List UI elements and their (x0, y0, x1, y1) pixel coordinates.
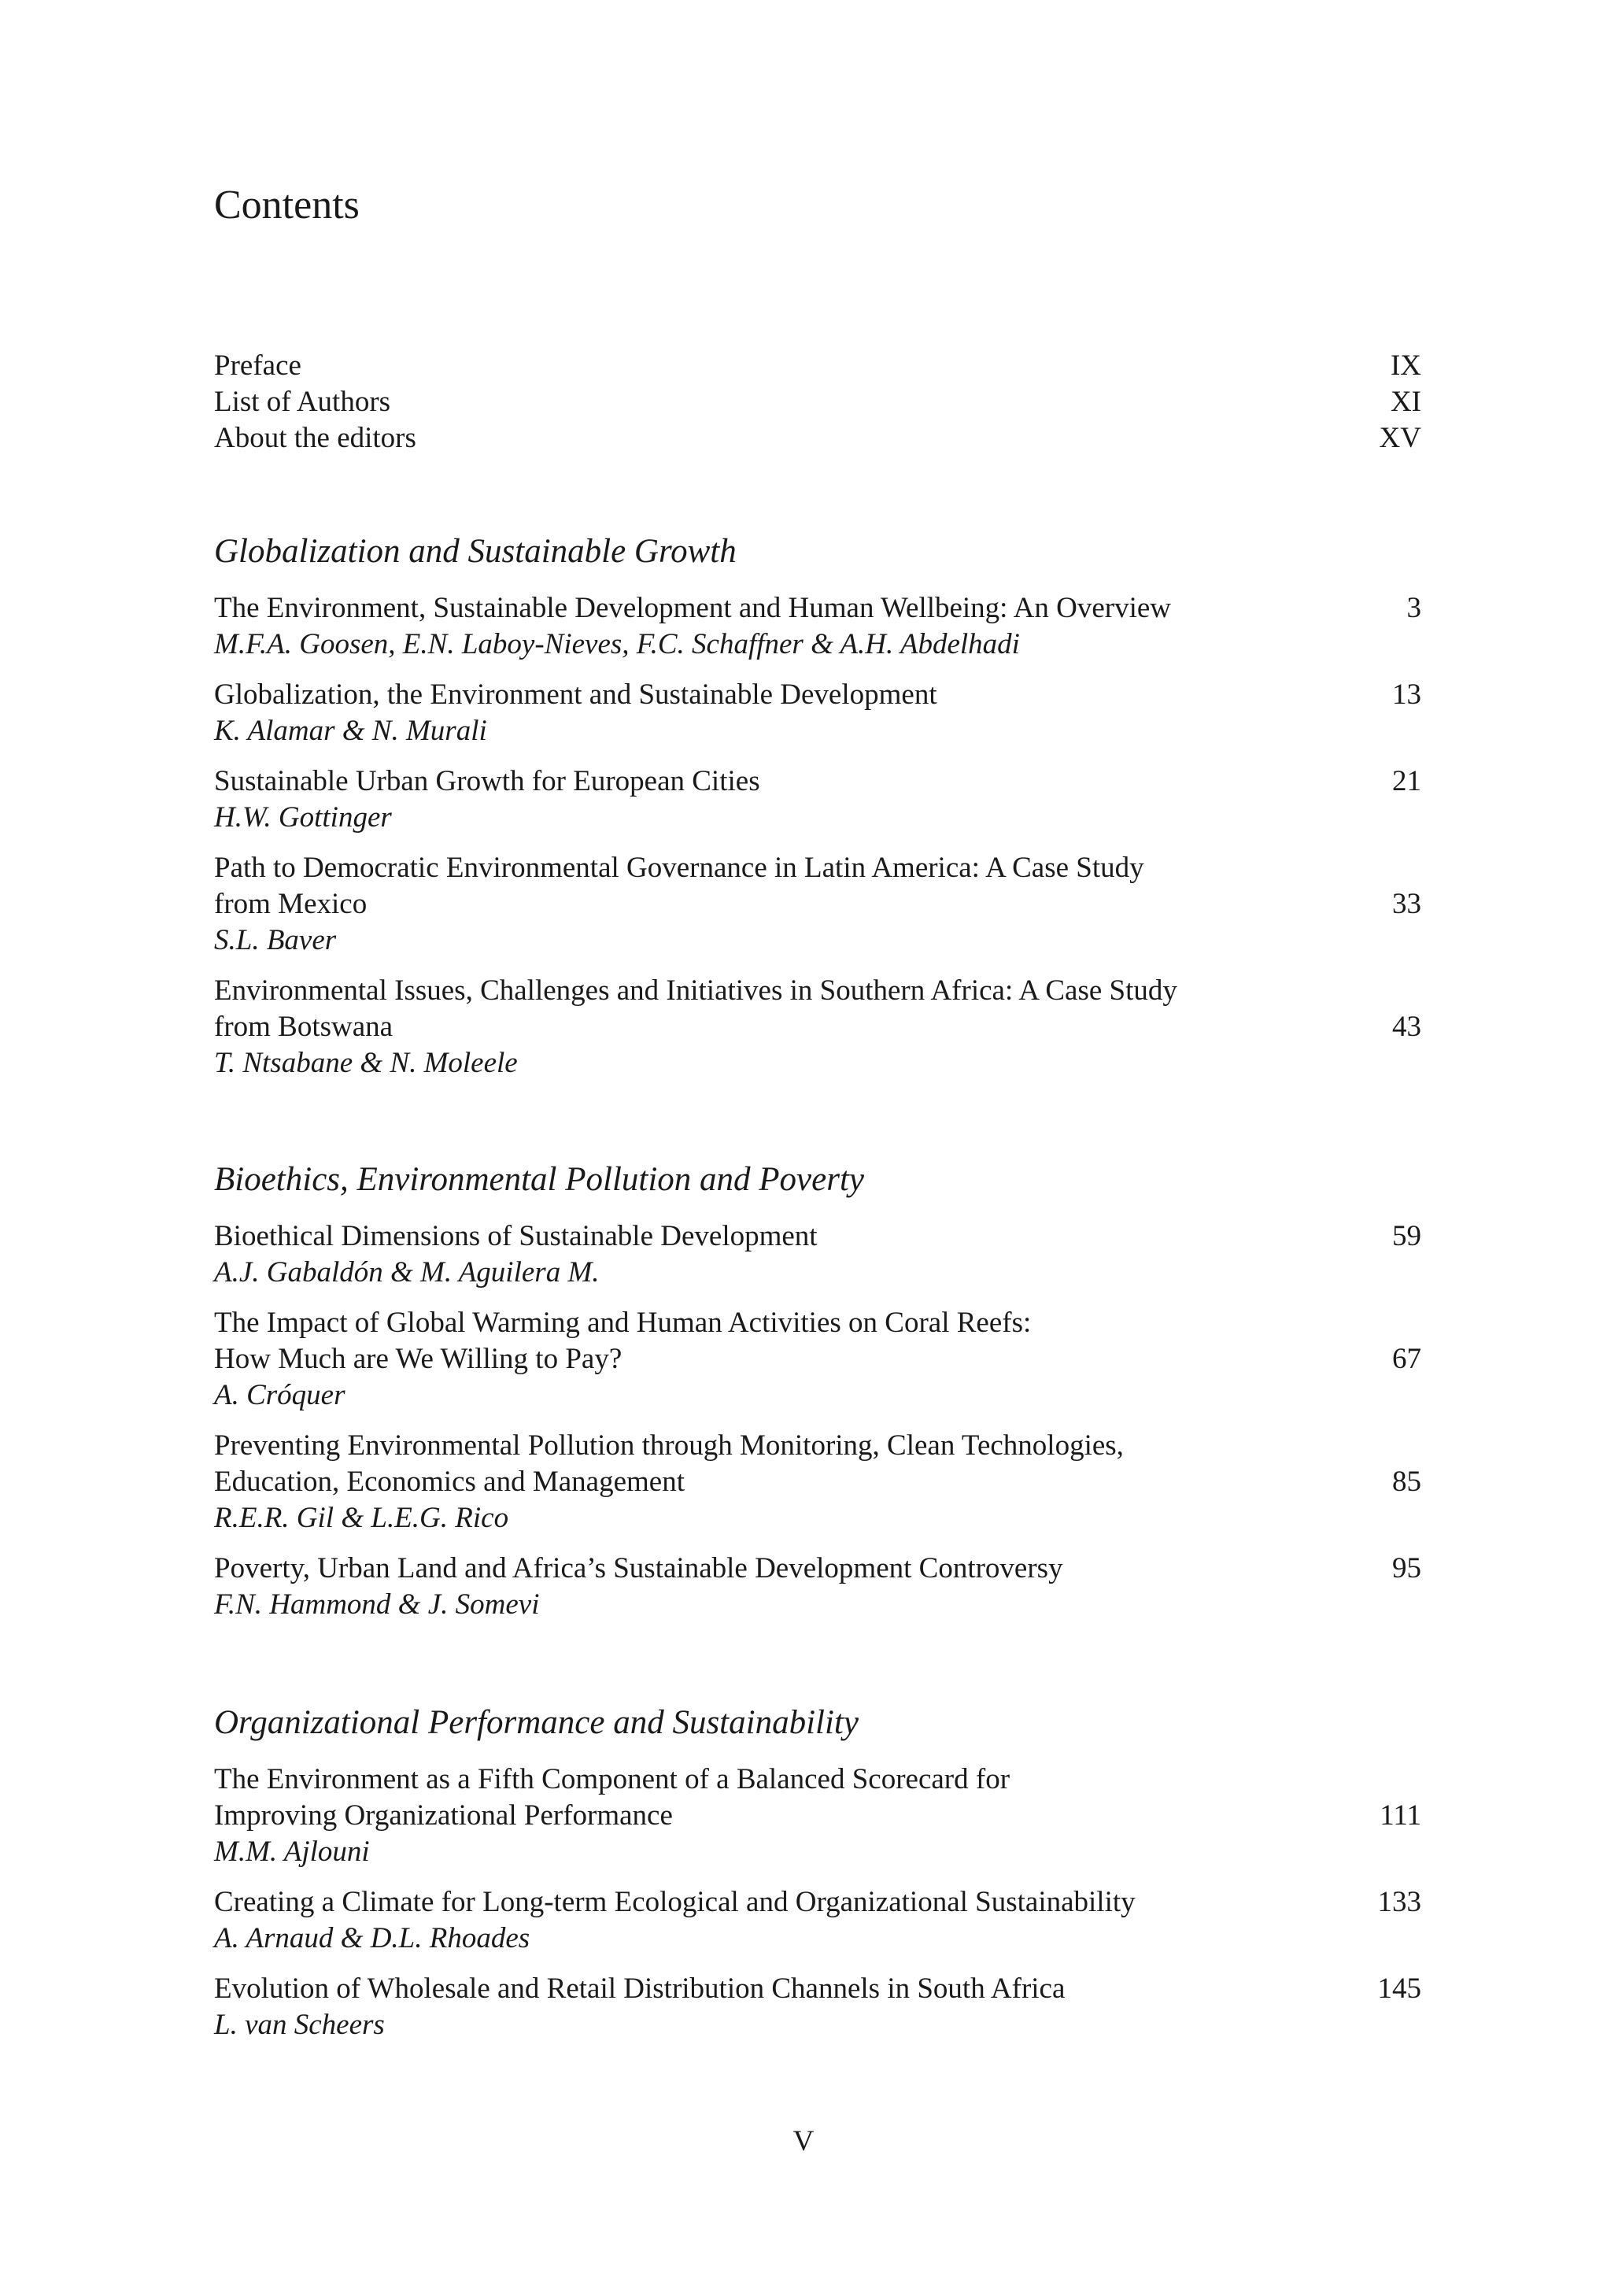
entry-page-number: 133 (1377, 1886, 1421, 1918)
toc-entry (214, 1305, 1421, 1414)
entry-title-line: Preventing Environmental Pollution through Monitoring, Clean Technologies, (214, 1429, 1124, 1462)
entry-title-line: Improving Organizational Performance (214, 1799, 673, 1832)
entry-title-line: The Impact of Global Warming and Human Activities on Coral Reefs: (214, 1307, 1032, 1339)
front-matter-label: About the editors (214, 422, 416, 454)
entry-title: Sustainable Urban Growth for European Cities (214, 765, 760, 797)
toc-entry (214, 763, 1421, 836)
entry-authors: A. Arnaud & D.L. Rhoades (214, 1922, 530, 1954)
entry-title-line: Education, Economics and Management (214, 1466, 685, 1498)
entry-authors: R.E.R. Gil & L.E.G. Rico (214, 1502, 509, 1534)
entry-title: Creating a Climate for Long-term Ecological and Organizational Sustainability (214, 1886, 1136, 1918)
toc-entry (214, 973, 1421, 1081)
entry-page-number: 111 (1380, 1799, 1421, 1832)
entry-title-line: from Mexico (214, 888, 368, 920)
front-matter-item (214, 348, 1421, 384)
toc-entry (214, 1971, 1421, 2043)
front-matter-item (214, 420, 1421, 457)
entry-authors: A. Cróquer (214, 1379, 345, 1411)
toc-section-bioethics (214, 1160, 1421, 1637)
toc-entry (214, 1762, 1421, 1870)
front-matter-label: List of Authors (214, 386, 391, 418)
entry-page-number: 85 (1392, 1466, 1421, 1498)
section-heading: Globalization and Sustainable Growth (214, 533, 737, 570)
entry-page-number: 67 (1392, 1343, 1421, 1375)
front-matter-page: IX (1390, 349, 1421, 382)
front-matter-list (214, 348, 1421, 457)
entry-authors: H.W. Gottinger (214, 801, 392, 834)
toc-entry (214, 1218, 1421, 1291)
front-matter-page: XI (1390, 386, 1421, 418)
entry-authors: A.J. Gabaldón & M. Aguilera M. (214, 1256, 600, 1288)
toc-entry (214, 1428, 1421, 1536)
front-matter-page: XV (1379, 422, 1421, 454)
entry-authors: K. Alamar & N. Murali (214, 715, 487, 747)
entry-title-line: Path to Democratic Environmental Governance in Latin America: A Case Study (214, 852, 1144, 884)
entry-authors: T. Ntsabane & N. Moleele (214, 1047, 518, 1079)
toc-entry (214, 677, 1421, 749)
entry-page-number: 59 (1392, 1220, 1421, 1252)
entry-authors: L. van Scheers (214, 2009, 385, 2041)
toc-section-organizational (214, 1703, 1421, 2058)
page-title: Contents (214, 183, 360, 227)
page-number-footer: V (792, 2125, 815, 2157)
entry-authors: M.M. Ajlouni (214, 1836, 370, 1868)
section-heading: Bioethics, Environmental Pollution and Poverty (214, 1161, 864, 1198)
entry-authors: F.N. Hammond & J. Somevi (214, 1588, 540, 1621)
toc-entry (214, 1884, 1421, 1957)
entry-page-number: 13 (1392, 678, 1421, 711)
front-matter-label: Preface (214, 349, 301, 382)
entry-title-line: How Much are We Willing to Pay? (214, 1343, 622, 1375)
front-matter-item (214, 384, 1421, 420)
entry-title-line: from Botswana (214, 1011, 393, 1043)
entry-title: Poverty, Urban Land and Africa’s Sustainable Development Controversy (214, 1552, 1063, 1584)
entry-title: The Environment, Sustainable Development and Human Wellbeing: An Overview (214, 592, 1172, 624)
toc-entry (214, 850, 1421, 959)
entry-authors: S.L. Baver (214, 924, 337, 956)
entry-page-number: 43 (1392, 1011, 1421, 1043)
entry-title: Globalization, the Environment and Sustainable Development (214, 678, 937, 711)
entry-title: Evolution of Wholesale and Retail Distribution Channels in South Africa (214, 1972, 1066, 2005)
entry-page-number: 95 (1392, 1552, 1421, 1584)
section-heading: Organizational Performance and Sustainability (214, 1704, 859, 1741)
entry-title-line: Environmental Issues, Challenges and Initiatives in Southern Africa: A Case Study (214, 974, 1177, 1007)
entry-title-line: The Environment as a Fifth Component of a Balanced Scorecard for (214, 1763, 1010, 1795)
entry-authors: M.F.A. Goosen, E.N. Laboy-Nieves, F.C. Schaffner & A.H. Abdelhadi (214, 628, 1020, 660)
entry-page-number: 145 (1377, 1972, 1421, 2005)
toc-entry (214, 1551, 1421, 1623)
entry-page-number: 33 (1392, 888, 1421, 920)
toc-section-globalization (214, 532, 1421, 1096)
entry-page-number: 3 (1406, 592, 1421, 624)
toc-entry (214, 590, 1421, 663)
entry-page-number: 21 (1392, 765, 1421, 797)
entry-title: Bioethical Dimensions of Sustainable Development (214, 1220, 818, 1252)
